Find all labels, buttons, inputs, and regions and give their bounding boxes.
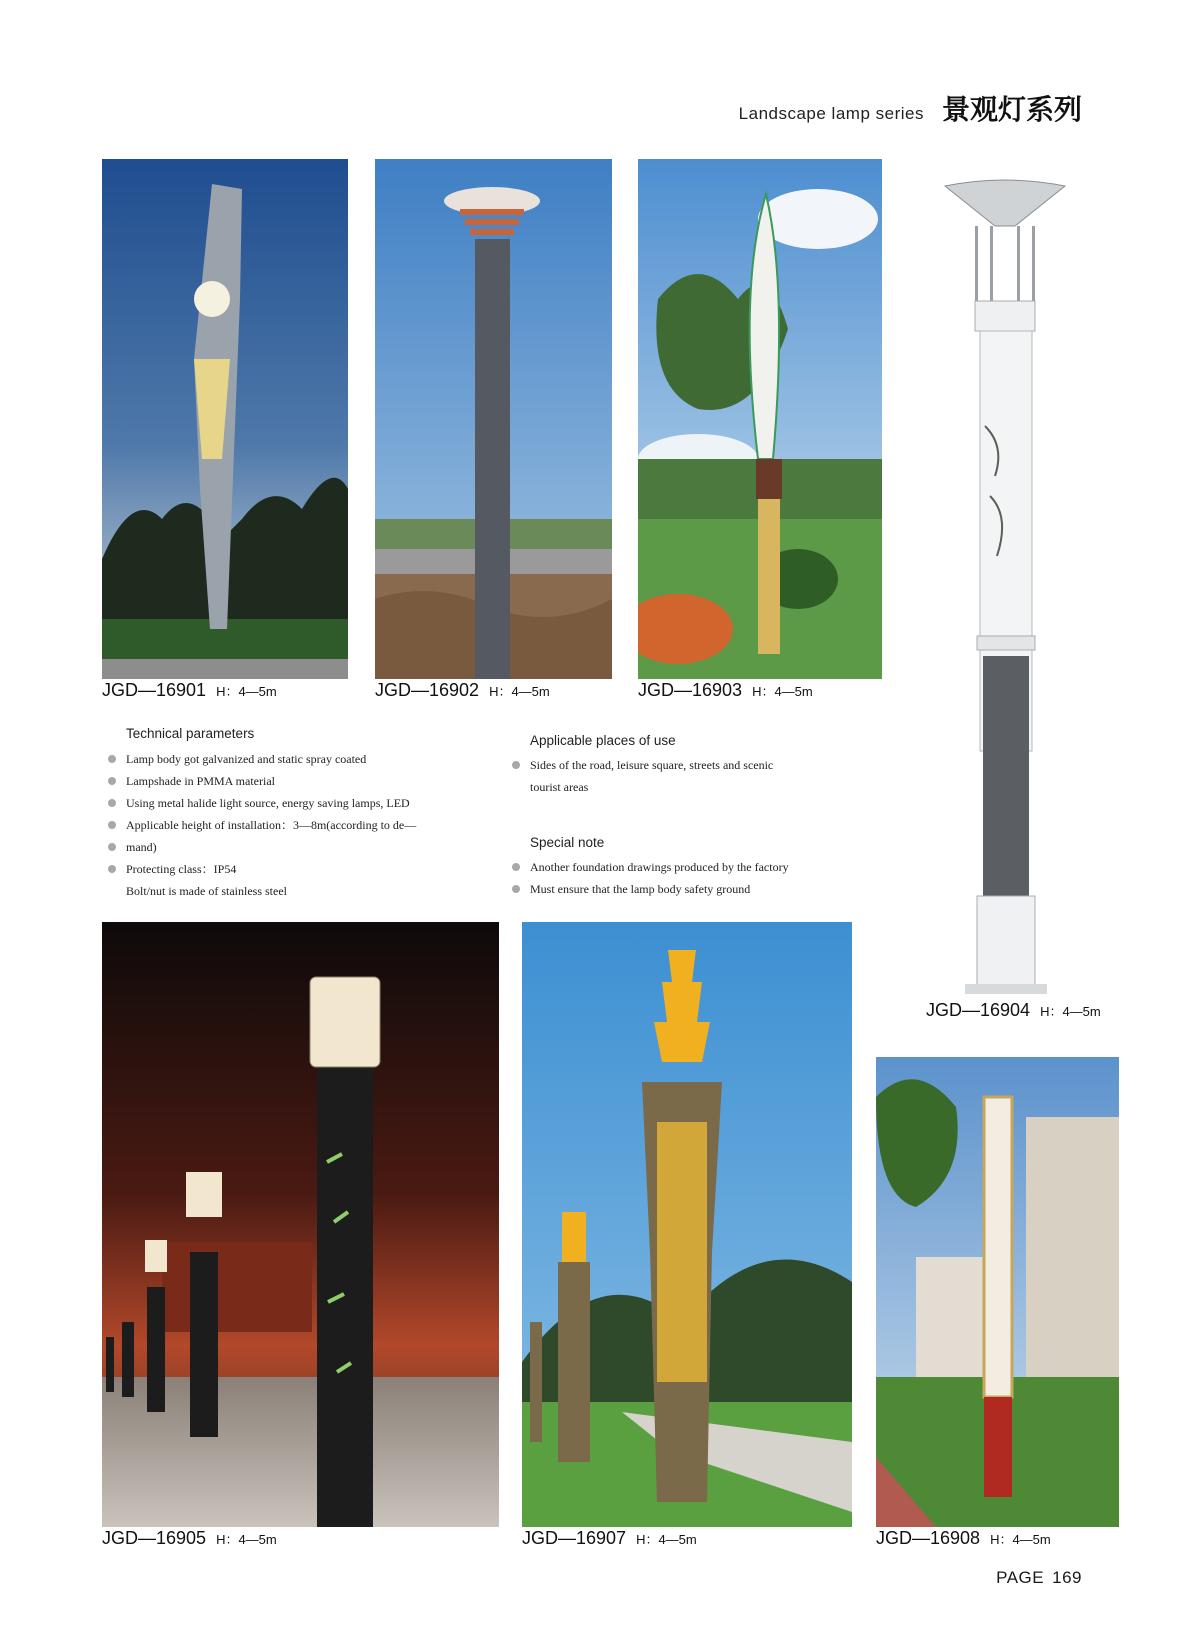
product-height: H：4—5m [216, 1532, 277, 1547]
list-item: mand) [102, 836, 416, 858]
product-photo-16901 [102, 159, 348, 679]
product-code: JGD—16905 [102, 1528, 207, 1548]
product-caption-16905 [102, 1528, 277, 1549]
list-item: Using metal halide light source, energy saving lamps, LED [102, 792, 416, 814]
places-title: Applicable places of use [530, 733, 676, 748]
list-item: Lamp body got galvanized and static spray coated [102, 748, 416, 770]
product-photo-16902 [375, 159, 612, 679]
technical-list [102, 748, 416, 902]
product-photo-16905 [102, 922, 499, 1527]
product-height: H：4—5m [489, 684, 550, 699]
product-caption-16908 [876, 1528, 1051, 1549]
product-photo-16903 [638, 159, 882, 679]
product-caption-16902 [375, 680, 550, 701]
list-item: Applicable height of installation：3—8m(according to de— [102, 814, 416, 836]
page-header [739, 88, 1082, 128]
series-title-en: Landscape lamp series [738, 104, 924, 123]
product-height: H：4—5m [990, 1532, 1051, 1547]
series-title-cn: 景观灯系列 [941, 93, 1082, 126]
product-height: H：4—5m [636, 1532, 697, 1547]
note-list [506, 856, 789, 900]
technical-title: Technical parameters [126, 726, 255, 741]
list-item: Must ensure that the lamp body safety ground [506, 878, 789, 900]
product-code: JGD—16907 [522, 1528, 627, 1548]
product-code: JGD—16901 [102, 680, 207, 700]
places-list [506, 754, 773, 798]
note-title: Special note [530, 835, 605, 850]
product-code: JGD—16903 [638, 680, 743, 700]
product-code: JGD—16904 [926, 1000, 1031, 1020]
product-code: JGD—16902 [375, 680, 480, 700]
product-height: H：4—5m [216, 684, 277, 699]
page-num: 169 [1052, 1568, 1082, 1587]
product-height: H：4—5m [1040, 1004, 1101, 1019]
product-photo-16907 [522, 922, 852, 1527]
product-caption-16907 [522, 1528, 697, 1549]
list-item: Bolt/nut is made of stainless steel [126, 884, 287, 898]
product-caption-16903 [638, 680, 813, 701]
list-item: Lampshade in PMMA material [102, 770, 416, 792]
product-photo-16908 [876, 1057, 1119, 1527]
product-height: H：4—5m [752, 684, 813, 699]
product-caption-16904 [926, 1000, 1101, 1021]
product-code: JGD—16908 [876, 1528, 981, 1548]
page-number [996, 1568, 1082, 1588]
list-item: Protecting class：IP54 [102, 858, 416, 880]
list-item: tourist areas [530, 780, 589, 794]
page-label: PAGE [996, 1568, 1045, 1587]
list-item: Another foundation drawings produced by the factory [506, 856, 789, 878]
product-photo-16904 [935, 176, 1075, 998]
product-caption-16901 [102, 680, 277, 701]
list-item: Sides of the road, leisure square, streets and scenic [506, 754, 773, 776]
